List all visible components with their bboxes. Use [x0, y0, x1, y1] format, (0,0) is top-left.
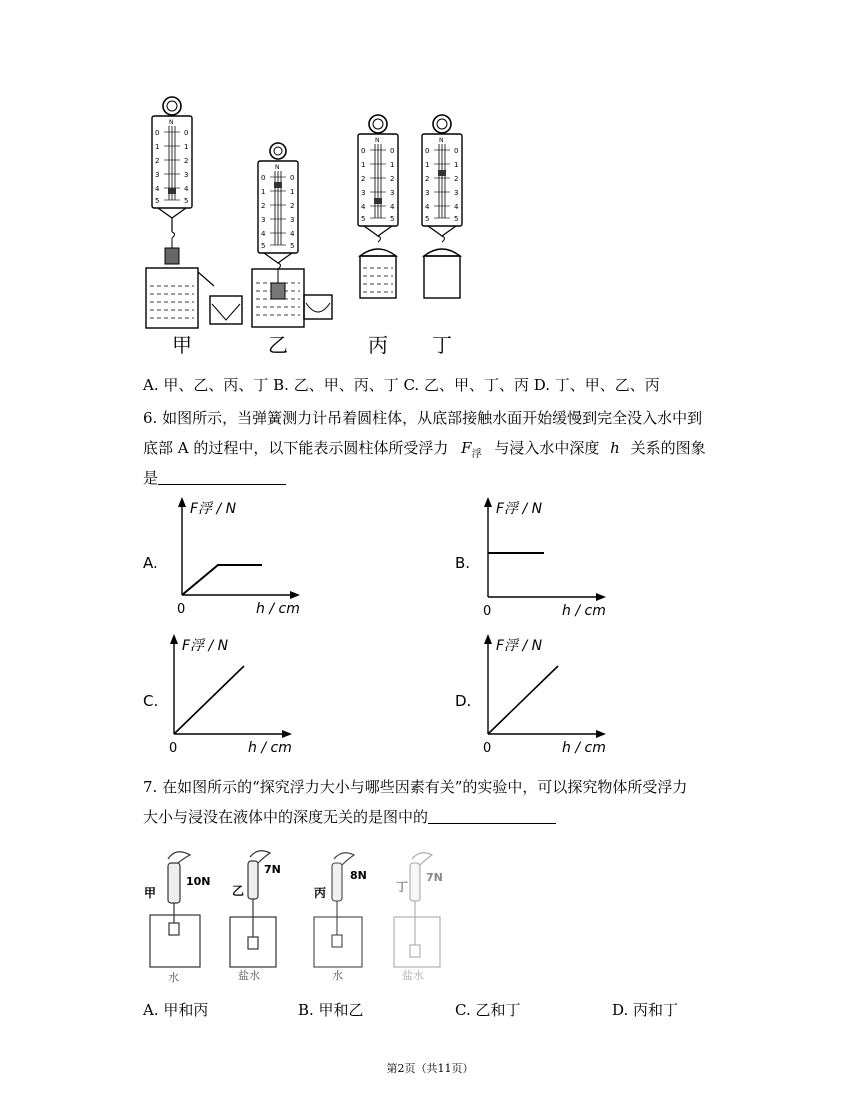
q6-c-x-axis: h / cm — [248, 740, 292, 756]
q6-d-x-axis: h / cm — [562, 740, 606, 756]
q6-c-y-axis: F浮 / N — [182, 638, 229, 654]
q7-answer-blank[interactable] — [428, 805, 556, 824]
q7-reading-bing: 8N — [350, 869, 367, 882]
q7-option-d: D. 丙和丁 — [612, 1001, 679, 1019]
q6-option-d-label: D. — [455, 692, 472, 710]
q7-line-1: 7. 在如图所示的“探究浮力大小与哪些因素有关”的实验中，可以探究物体所受浮力 — [143, 778, 688, 796]
q6-a-y-axis: F浮 / N — [190, 501, 237, 517]
q5-label-ding: 丁 — [432, 333, 452, 357]
q6-option-b-label: B. — [455, 554, 471, 572]
q6-f-symbol: F — [461, 439, 472, 457]
q6-b-x-axis: h / cm — [562, 603, 606, 619]
q7-liquid-bing: 水 — [332, 969, 343, 982]
q6-d-origin: 0 — [483, 741, 492, 756]
page-footer: 第2页（共11页） — [386, 1062, 474, 1075]
q6-f-subscript: 浮 — [471, 449, 482, 460]
q5-label-jia: 甲 — [172, 333, 192, 357]
q7-liquid-jia: 水 — [168, 971, 179, 984]
q6-c-origin: 0 — [169, 741, 178, 756]
q7-option-a: A. 甲和丙 — [143, 1001, 209, 1019]
q7-liquid-yi: 盐水 — [238, 969, 260, 982]
q7-figure — [140, 845, 500, 985]
q7-liquid-ding: 盐水 — [402, 969, 424, 982]
q7-tag-yi: 乙 — [232, 884, 245, 898]
q6-b-origin: 0 — [483, 604, 492, 619]
q7-tag-jia: 甲 — [144, 886, 157, 900]
q6-graph-d — [478, 632, 618, 757]
q7-line-2-text: 大小与浸没在液体中的深度无关的是图中的 — [143, 808, 429, 826]
q6-d-y-axis: F浮 / N — [496, 638, 543, 654]
q6-option-a-label: A. — [143, 554, 158, 572]
q6-line-3-text: 是 — [143, 469, 159, 487]
q7-option-b: B. 甲和乙 — [298, 1001, 364, 1019]
q6-graph-a — [172, 495, 312, 620]
q7-reading-yi: 7N — [264, 863, 281, 876]
q6-answer-blank[interactable] — [158, 466, 286, 485]
q6-line-2-text: 底部 A 的过程中，以下能表示圆柱体所受浮力 — [143, 439, 449, 457]
q6-line-3 — [143, 463, 286, 493]
q7-tag-bing: 丙 — [314, 886, 327, 900]
q5-options: A. 甲、乙、丙、丁 B. 乙、甲、丙、丁 C. 乙、甲、丁、丙 D. 丁、甲、乙、丙 — [143, 376, 660, 394]
q6-line-2b: 与浸入水中深度 — [494, 439, 600, 457]
q5-label-bing: 丙 — [368, 333, 388, 357]
q7-tag-ding: 丁 — [396, 880, 409, 894]
q6-a-x-axis: h / cm — [256, 601, 300, 617]
q6-b-y-axis: F浮 / N — [496, 501, 543, 517]
q6-h-symbol: h — [610, 439, 620, 457]
q6-option-c-label: C. — [143, 692, 159, 710]
q6-line-1: 6. 如图所示，当弹簧测力计吊着圆柱体，从底部接触水面开始缓慢到完全没入水中到 — [143, 409, 703, 427]
q5-label-yi: 乙 — [268, 333, 288, 357]
q7-reading-jia: 10N — [186, 875, 211, 888]
q7-option-c: C. 乙和丁 — [455, 1001, 521, 1019]
q6-a-origin: 0 — [177, 602, 186, 617]
q6-line-2c: 关系的图象 — [630, 439, 706, 457]
q6-graph-b — [478, 495, 618, 620]
q7-reading-ding: 7N — [426, 871, 443, 884]
q7-line-2 — [143, 802, 556, 832]
q6-graph-c — [164, 632, 304, 757]
q5-figure: 0 0 1 2 3 4 5 N 甲 乙 丙 丁 — [130, 90, 490, 365]
